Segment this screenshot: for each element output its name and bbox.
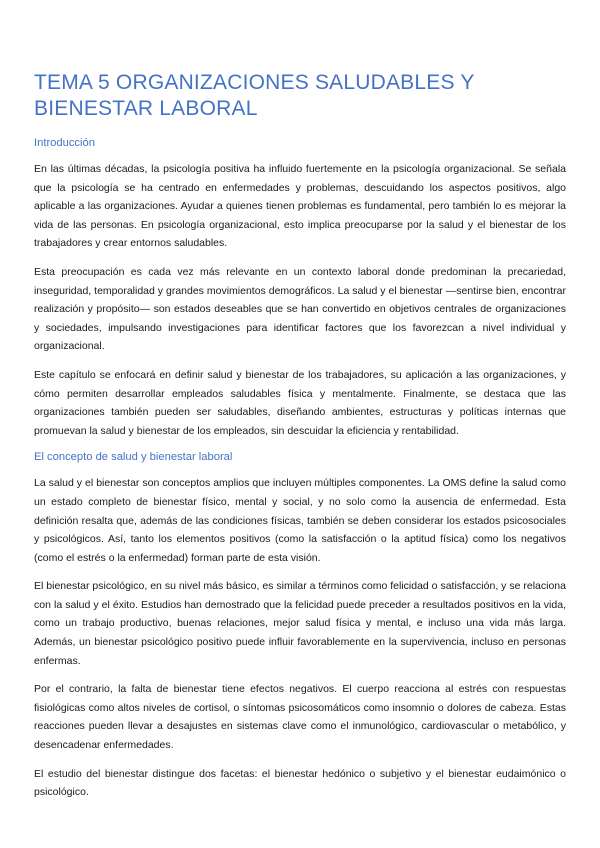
section-heading: El concepto de salud y bienestar laboral: [34, 451, 233, 464]
paragraph: El estudio del bienestar distingue dos facetas: el bienestar hedónico o subjetivo y el bienestar eudaimónico o psicológico.: [34, 767, 566, 799]
paragraph: Por el contrario, la falta de bienestar tiene efectos negativos. El cuerpo reacciona al estrés con respuestas fisiológicas como altos niveles de cortisol, o síntomas psicosomáticos como insomnio o dolores de cabeza. Estas reacciones pueden llevar a desajustes en sistemas clave como el inmunológico, cardiovascular o metabólico, y desencadenar enfermedades.: [34, 683, 566, 752]
document-page: [34, 70, 566, 812]
page-title: TEMA 5 ORGANIZACIONES SALUDABLES Y BIENESTAR LABORAL: [34, 71, 475, 120]
section-concepto-salud-bienestar: [34, 450, 566, 802]
paragraph: El bienestar psicológico, en su nivel más básico, es similar a términos como felicidad o satisfacción, y se relaciona con la salud y el éxito. Estudios han demostrado que la felicidad puede preceder a resultados positivos en la vida, como un trabajo productivo, buenas relaciones, mejor salud física y mental, e incluso una vida más larga. Además, un bienestar psicológico positivo puede influir favorablemente en la supervivencia, incluso en personas enfermas.: [34, 580, 566, 667]
paragraph: La salud y el bienestar son conceptos amplios que incluyen múltiples componentes. La OMS define la salud como un estado completo de bienestar físico, mental y social, y no solo como la ausencia de enfermedad. Esta definición resalta que, además de las condiciones físicas, también se deben considerar los estados psicosociales y psicológicos. Así, tanto los elementos positivos (como la satisfacción o la aptitud física) como los negativos (como el estrés o la enfermedad) forman parte de esta visión.: [34, 477, 566, 564]
paragraph: Esta preocupación es cada vez más relevante en un contexto laboral donde predominan la precariedad, inseguridad, temporalidad y grandes movimientos demográficos. La salud y el bienestar —sentirse bien, encontrar realización y propósito— son estados deseables que se han convertido en objetivos centrales de organizaciones y sociedades, impulsando investigaciones para identificar factores que los favorezcan a nivel individual y organizacional.: [34, 265, 566, 353]
paragraph: Este capítulo se enfocará en definir salud y bienestar de los trabajadores, su aplicación a las organizaciones, y cómo permiten desarrollar empleados saludables física y mentalmente. Finalmente, se destaca que las organizaciones también pueden ser saludables, diseñando ambientes, estructuras y políticas internas que promuevan la salud y bienestar de los empleados, sin descuidar la eficiencia y rentabilidad.: [34, 368, 566, 437]
paragraph: En las últimas décadas, la psicología positiva ha influido fuertemente en la psicología organizacional. Se señala que la psicología se ha centrado en enfermedades y problemas, descuidando los aspectos positivos, algo aplicable a las organizaciones. Ayudar a quienes tienen problemas es fundamental, pero también lo es mejorar la vida de las personas. En psicología organizacional, esto implica preocuparse por la salud y el bienestar de los trabajadores y crear entornos saludables.: [34, 163, 566, 250]
section-introduccion: [34, 136, 566, 440]
section-heading: Introducción: [34, 137, 95, 149]
